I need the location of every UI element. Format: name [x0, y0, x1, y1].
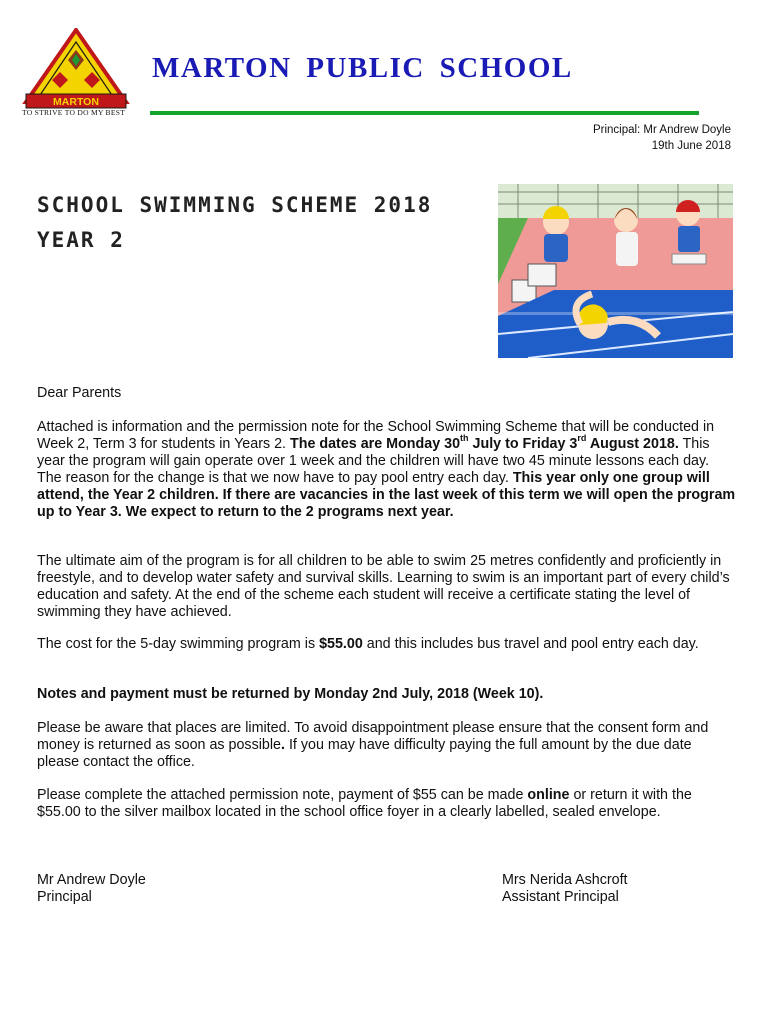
swimming-illustration — [498, 184, 733, 358]
letter-subtitle: YEAR 2 — [37, 228, 125, 252]
paragraph-places: Please be aware that places are limited. To avoid disappointment please ensure that the consent form and money is returned as soon as possible. If you may have difficulty paying the full amount by the due date please contact the office. — [37, 720, 709, 770]
letter-date: 19th June 2018 — [651, 140, 731, 152]
header-divider — [150, 111, 699, 115]
logo-wordmark: MARTON — [53, 96, 99, 108]
signature-assistant-principal — [502, 872, 628, 906]
school-motto: TO STRIVE TO DO MY BEST — [22, 108, 126, 117]
signature-name: Mr Andrew Doyle — [37, 872, 146, 888]
letter-title: SCHOOL SWIMMING SCHEME 2018 — [37, 193, 433, 217]
signature-principal — [37, 872, 146, 906]
paragraph-aims: The ultimate aim of the program is for all children to be able to swim 25 metres confidently and proficiently in freestyle, and to develop water safety and survival skills. Learning to swim is an important part of every child’s education and safety. At the end of the scheme each student will receive a certificate stating the level of swimming they have achieved. — [37, 553, 730, 620]
paragraph-dates: Attached is information and the permission note for the School Swimming Scheme that will be conducted in Week 2, Term 3 for students in Years 2. The dates are Monday 30th July to Friday 3rd August 2018. This year the program will gain operate over 1 week and the children will have two 45 minute lessons each day. The reason for the change is that we now have to pay pool entry each day. This year only one group will attend, the Year 2 children. If there are vacancies in the last week of this term we will open the program up to Year 3. We expect to return to the 2 programs next year. — [37, 419, 736, 520]
school-logo — [22, 28, 130, 120]
signature-title: Principal — [37, 889, 92, 905]
school-name: MARTON PUBLIC SCHOOL — [152, 52, 573, 84]
paragraph-deadline: Notes and payment must be returned by Monday 2nd July, 2018 (Week 10). — [37, 686, 544, 702]
principal-line: Principal: Mr Andrew Doyle — [592, 124, 731, 136]
paragraph-cost: The cost for the 5-day swimming program is $55.00 and this includes bus travel and pool entry each day. — [37, 636, 699, 652]
paragraph-payment: Please complete the attached permission note, payment of $55 can be made online or return it with the $55.00 to the silver mailbox located in the school office foyer in a clearly labelled, sealed envelope. — [37, 787, 692, 820]
signature-name: Mrs Nerida Ashcroft — [502, 872, 628, 888]
salutation: Dear Parents — [37, 385, 122, 401]
signature-title: Assistant Principal — [502, 889, 619, 905]
